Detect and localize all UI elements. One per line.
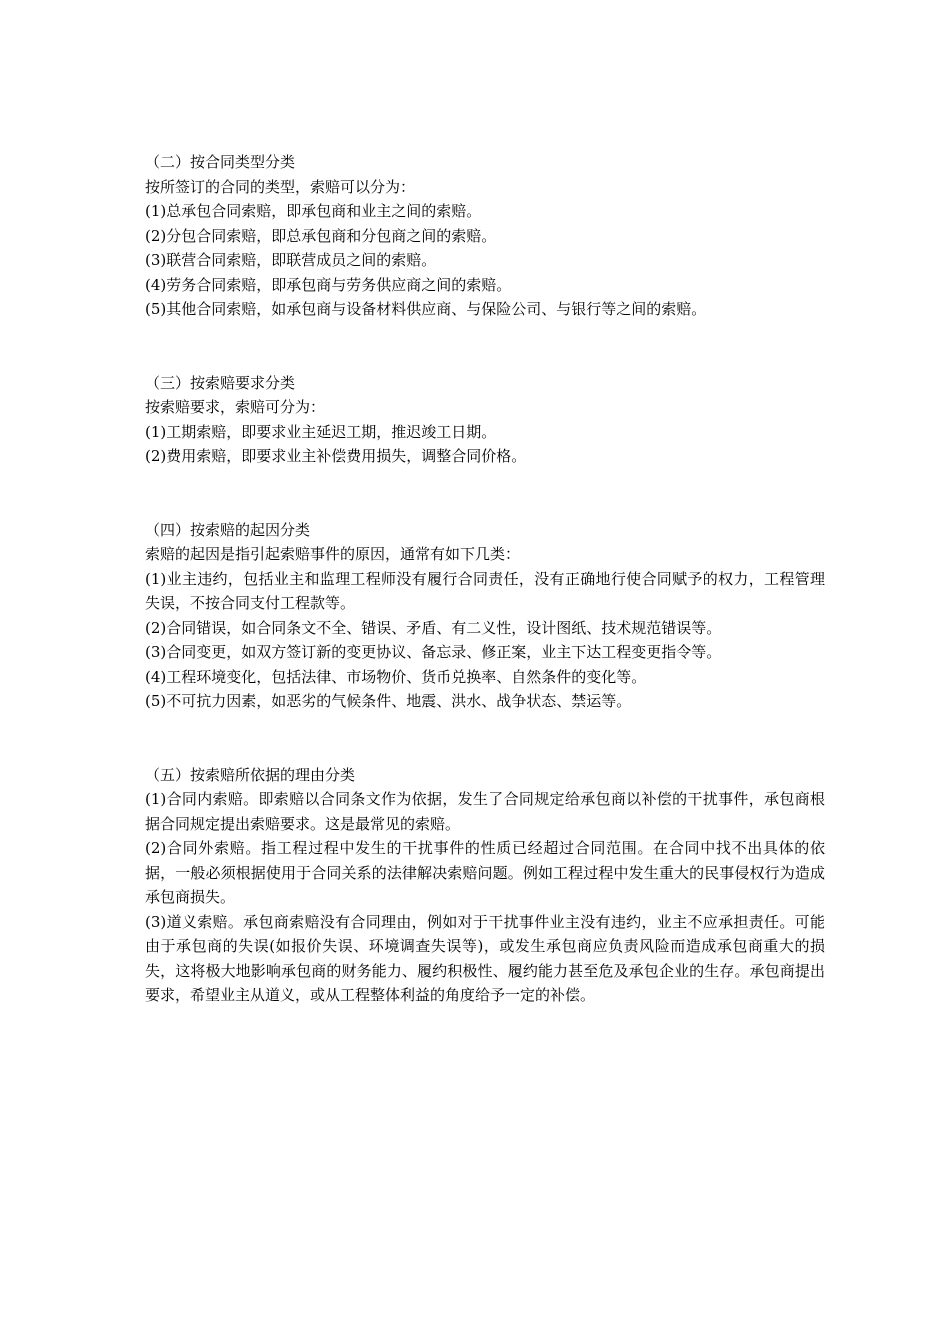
list-item: (4)劳务合同索赔，即承包商与劳务供应商之间的索赔。	[145, 275, 512, 294]
list-item: (3)道义索赔。承包商索赔没有合同理由，例如对于干扰事件业主没有违约，业主不应承担责任。可能由于承包商的失误(如报价失误、环境调查失误等)，或发生承包商应负责风险而造成承包商重大的损失，这将极大地影响承包商的财务能力、履约积极性、履约能力甚至危及承包企业的生存。承包商提出要求，希望业主从道义，或从工程整体利益的角度给予一定的补偿。	[145, 912, 825, 1004]
list-item: (1)总承包合同索赔，即承包商和业主之间的索赔。	[145, 202, 482, 220]
section-heading: （二）按合同类型分类	[145, 153, 296, 171]
list-item: (4)工程环境变化，包括法律、市场物价、货币兑换率、自然条件的变化等。	[145, 667, 647, 686]
section-heading: （五）按索赔所依据的理由分类	[145, 765, 356, 784]
list-item: (2)费用索赔，即要求业主补偿费用损失，调整合同价格。	[145, 447, 527, 465]
list-item: (2)合同错误，如合同条文不全、错误、矛盾、有二义性，设计图纸、技术规范错误等。	[145, 618, 722, 637]
section-claim-requirement	[145, 371, 825, 469]
list-item: (1)合同内索赔。即索赔以合同条文作为依据，发生了合同规定给承包商以补偿的干扰事件，承包商根据合同规定提出索赔要求。这是最常见的索赔。	[145, 790, 825, 833]
document-page	[145, 150, 825, 1008]
paragraph: 按索赔要求，索赔可分为：	[145, 398, 326, 416]
section-heading: （三）按索赔要求分类	[145, 373, 296, 392]
list-item: (5)其他合同索赔，如承包商与设备材料供应商、与保险公司、与银行等之间的索赔。	[145, 300, 707, 318]
list-item: (5)不可抗力因素，如恶劣的气候条件、地震、洪水、战争状态、禁运等。	[145, 692, 632, 710]
section-heading: （四）按索赔的起因分类	[145, 520, 311, 539]
section-claim-cause	[145, 518, 825, 714]
list-item: (2)合同外索赔。指工程过程中发生的干扰事件的性质已经超过合同范围。在合同中找不出具体的依据，一般必须根据使用于合同关系的法律解决索赔问题。例如工程过程中发生重大的民事侵权行为造成承包商损失。	[145, 839, 825, 906]
list-item: (1)业主违约，包括业主和监理工程师没有履行合同责任，没有正确地行使合同赋予的权力，工程管理失误，不按合同支付工程款等。	[145, 569, 825, 612]
section-contract-type	[145, 150, 825, 322]
list-item: (1)工期索赔，即要求业主延迟工期，推迟竣工日期。	[145, 422, 497, 441]
paragraph: 按所签订的合同的类型，索赔可以分为：	[145, 177, 416, 196]
list-item: (2)分包合同索赔，即总承包商和分包商之间的索赔。	[145, 226, 497, 245]
paragraph: 索赔的起因是指引起索赔事件的原因，通常有如下几类：	[145, 545, 521, 563]
list-item: (3)合同变更，如双方签订新的变更协议、备忘录、修正案，业主下达工程变更指令等。	[145, 643, 722, 661]
section-claim-basis	[145, 763, 825, 1008]
list-item: (3)联营合同索赔，即联营成员之间的索赔。	[145, 251, 437, 269]
